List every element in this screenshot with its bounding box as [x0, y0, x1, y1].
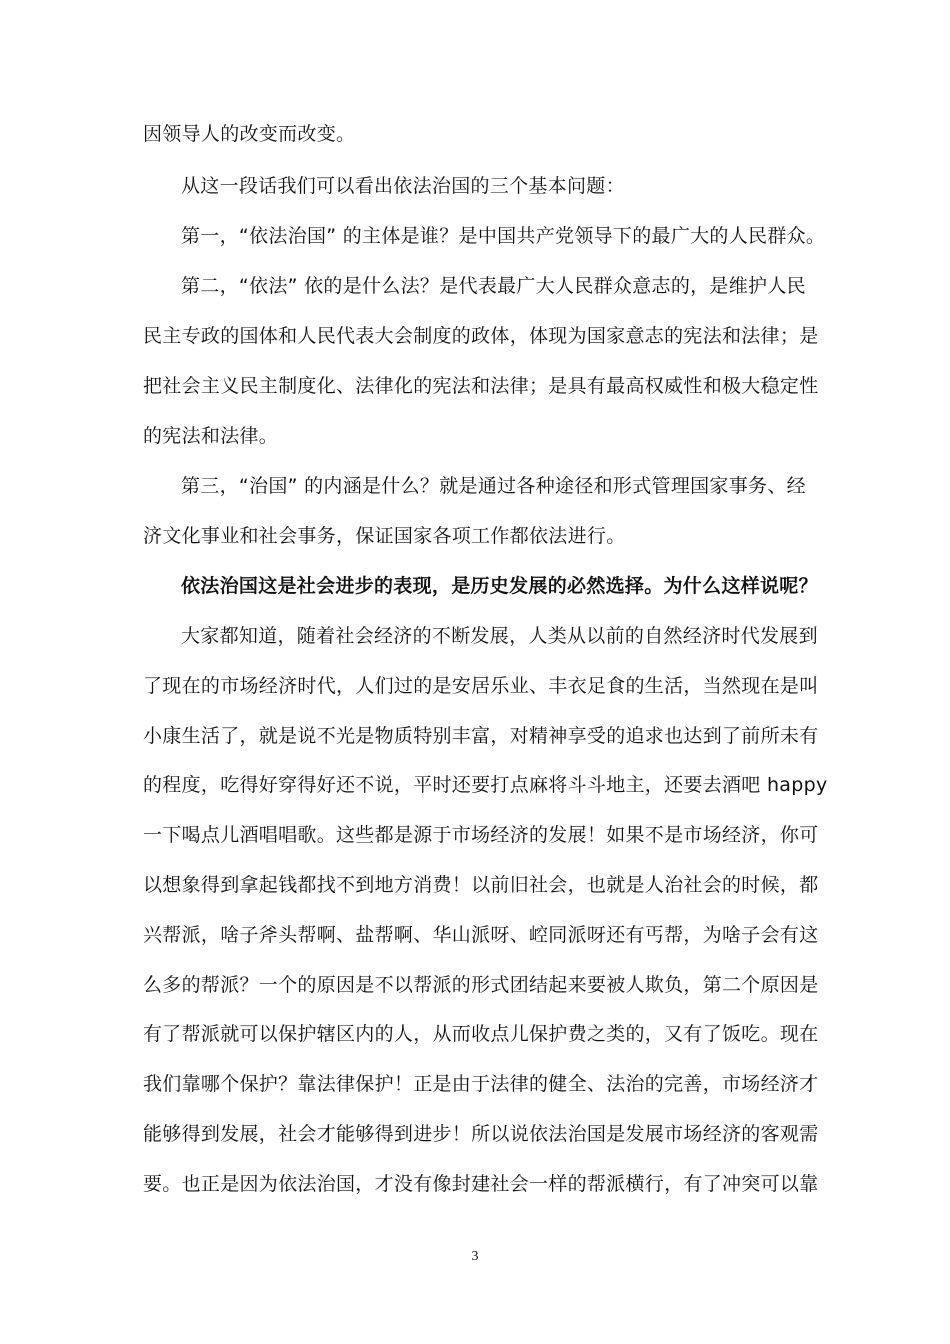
paragraph-line: 第二，“依法” 依的是什么法？是代表最广大人民群众意志的，是维护人民 [181, 275, 806, 297]
paragraph-line: 兴帮派，啥子斧头帮啊、盐帮啊、华山派呀、崆同派呀还有丐帮，为啥子会有这 [143, 924, 819, 946]
paragraph-line: 小康生活了，就是说不光是物质特别丰富，对精神享受的追求也达到了前所未有 [143, 725, 819, 747]
paragraph-line: 我们靠哪个保护？靠法律保护！正是由于法律的健全、法治的完善，市场经济才 [143, 1073, 819, 1095]
paragraph-line: 能够得到发展，社会才能够得到进步！所以说依法治国是发展市场经济的客观需 [143, 1123, 819, 1145]
paragraph-line: 民主专政的国体和人民代表大会制度的政体，体现为国家意志的宪法和法律；是 [143, 325, 819, 347]
paragraph-line: 以想象得到拿起钱都找不到地方消费！以前旧社会，也就是人治社会的时候，都 [143, 874, 819, 896]
paragraph-line: 把社会主义民主制度化、法律化的宪法和法律；是具有最高权威性和极大稳定性 [143, 375, 819, 397]
paragraph-line: 的宪法和法律。 [143, 425, 279, 447]
paragraph-line: 大家都知道，随着社会经济的不断发展，人类从以前的自然经济时代发展到 [181, 625, 818, 647]
paragraph-line: 济文化事业和社会事务，保证国家各项工作都依法进行。 [143, 525, 626, 547]
bold-heading-line: 依法治国这是社会进步的表现，是历史发展的必然选择。为什么这样说呢？ [181, 575, 818, 597]
paragraph-line: 因领导人的改变而改变。 [143, 123, 356, 145]
paragraph-line: 的程度，吃得好穿得好还不说，平时还要打点麻将斗斗地主，还要去酒吧 happy [143, 774, 828, 796]
paragraph-line: 第三，“治国” 的内涵是什么？就是通过各种途径和形式管理国家事务、经 [181, 475, 806, 497]
paragraph-line: 从这一段话我们可以看出依法治国的三个基本问题： [181, 175, 625, 197]
paragraph-line: 有了帮派就可以保护辖区内的人，从而收点儿保护费之类的，又有了饭吃。现在 [143, 1023, 819, 1045]
paragraph-line: 了现在的市场经济时代，人们过的是安居乐业、丰衣足食的生活，当然现在是叫 [143, 675, 819, 697]
paragraph-line: 么多的帮派？一个的原因是不以帮派的形式团结起来要被人欺负，第二个原因是 [143, 974, 819, 996]
paragraph-line: 一下喝点儿酒唱唱歌。这些都是源于市场经济的发展！如果不是市场经济，你可 [143, 824, 819, 846]
paragraph-line: 要。也正是因为依法治国，才没有像封建社会一样的帮派横行，有了冲突可以靠 [143, 1173, 819, 1195]
paragraph-line: 第一，“依法治国” 的主体是谁？是中国共产党领导下的最广大的人民群众。 [181, 225, 826, 247]
page-number: 3 [471, 1249, 479, 1264]
